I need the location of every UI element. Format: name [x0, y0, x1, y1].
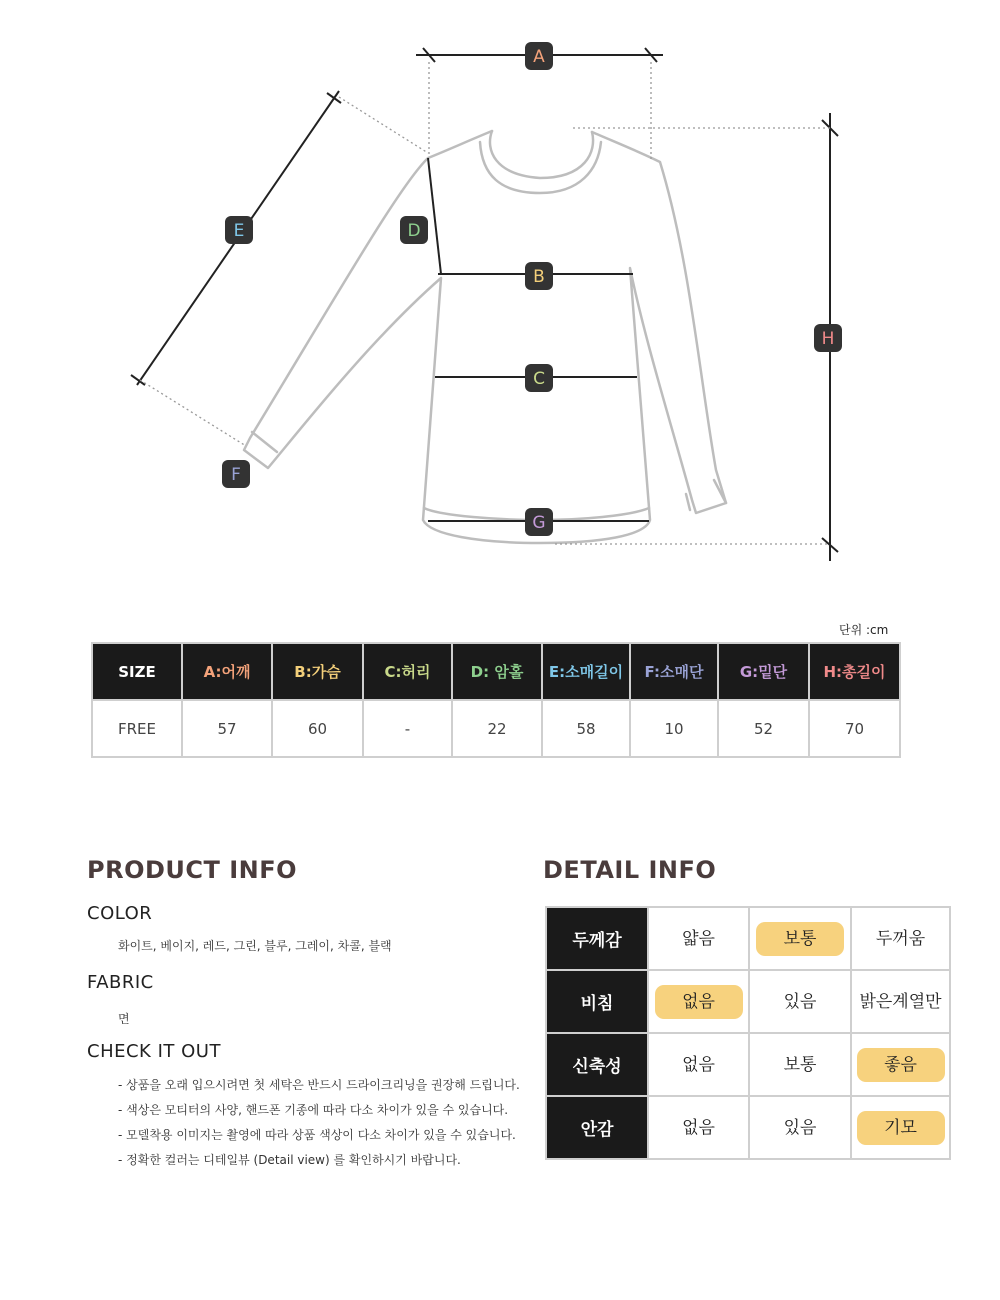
marker-h	[814, 324, 842, 352]
marker-g-letter: G	[532, 513, 546, 533]
option-good: 좋음	[857, 1048, 945, 1082]
detail-row-thickness	[546, 907, 950, 970]
option-light-colors-only: 밝은계열만	[859, 991, 942, 1012]
sweater-outline	[244, 131, 726, 543]
size-value-total-length: 70	[809, 700, 900, 757]
detail-label-elasticity: 신축성	[546, 1033, 648, 1096]
color-value: 화이트, 베이지, 레드, 그린, 블루, 그레이, 차콜, 블랙	[118, 939, 392, 953]
size-value-shoulder: 57	[182, 700, 272, 757]
marker-b-letter: B	[533, 267, 545, 287]
marker-e-letter: E	[233, 221, 245, 241]
size-value-waist: -	[363, 700, 452, 757]
option-none: 없음	[655, 985, 743, 1019]
detail-label-lining: 안감	[546, 1096, 648, 1159]
product-info-title: PRODUCT INFO	[87, 856, 298, 884]
marker-e	[225, 216, 253, 244]
size-table-value-row	[92, 700, 900, 757]
fabric-title: FABRIC	[87, 972, 154, 993]
marker-a	[525, 42, 553, 70]
marker-d-letter: D	[407, 221, 421, 241]
size-table-header-row	[92, 643, 900, 700]
detail-label-thickness: 두께감	[546, 907, 648, 970]
marker-f	[222, 460, 250, 488]
size-header-hem: G:밑단	[718, 643, 809, 700]
fabric-value: 면	[118, 1012, 130, 1026]
care-note: - 색상은 모티터의 사양, 핸드폰 기종에 따라 다소 차이가 있을 수 있습니다.	[118, 1103, 509, 1117]
size-value-hem: 52	[718, 700, 809, 757]
size-value-sleeve-cuff: 10	[630, 700, 718, 757]
marker-c-letter: C	[533, 369, 545, 389]
marker-g	[525, 508, 553, 536]
size-header-shoulder: A:어깨	[182, 643, 272, 700]
care-note: - 정확한 컬러는 디테일뷰 (Detail view) 를 확인하시기 바랍니다.	[118, 1153, 461, 1167]
care-note: - 상품을 오래 입으시려면 첫 세탁은 반드시 드라이크리닝을 권장해 드립니다.	[118, 1078, 520, 1092]
detail-row-sheerness	[546, 970, 950, 1033]
size-table	[91, 642, 901, 758]
size-header-sleeve-length: E:소매길이	[542, 643, 630, 700]
size-value-chest: 60	[272, 700, 363, 757]
marker-b	[525, 262, 553, 290]
marker-d	[400, 216, 428, 244]
detail-row-elasticity	[546, 1033, 950, 1096]
option-none: 없음	[682, 1117, 715, 1138]
garment-measurement-diagram	[0, 0, 1000, 600]
marker-a-letter: A	[533, 47, 545, 67]
option-none: 없음	[682, 1054, 715, 1075]
option-thin: 얇음	[682, 928, 715, 949]
size-value-sleeve-length: 58	[542, 700, 630, 757]
care-notes-list	[118, 1077, 520, 1177]
check-it-out-title: CHECK IT OUT	[87, 1041, 221, 1062]
size-header-waist: C:허리	[363, 643, 452, 700]
size-header-size: SIZE	[92, 643, 182, 700]
detail-info-table	[545, 906, 951, 1160]
option-thick: 두꺼움	[875, 928, 926, 949]
option-medium: 보통	[783, 1054, 817, 1075]
size-value-size: FREE	[92, 700, 182, 757]
detail-info-title: DETAIL INFO	[543, 856, 717, 884]
option-medium: 보통	[756, 922, 844, 956]
option-yes: 있음	[783, 1117, 817, 1138]
size-header-sleeve-cuff: F:소매단	[630, 643, 718, 700]
detail-row-lining	[546, 1096, 950, 1159]
marker-f-letter: F	[231, 465, 241, 485]
size-header-armhole: D: 암홀	[452, 643, 542, 700]
detail-label-sheerness: 비침	[546, 970, 648, 1033]
marker-h-letter: H	[821, 329, 835, 349]
care-note: - 모델착용 이미지는 촬영에 따라 상품 색상이 다소 차이가 있을 수 있습니다.	[118, 1128, 516, 1142]
marker-c	[525, 364, 553, 392]
size-value-armhole: 22	[452, 700, 542, 757]
option-yes: 있음	[783, 991, 817, 1012]
size-header-total-length: H:총길이	[809, 643, 900, 700]
option-brushed: 기모	[857, 1111, 945, 1145]
color-title: COLOR	[87, 903, 153, 924]
size-header-chest: B:가슴	[272, 643, 363, 700]
unit-label: 단위 :cm	[839, 623, 889, 637]
